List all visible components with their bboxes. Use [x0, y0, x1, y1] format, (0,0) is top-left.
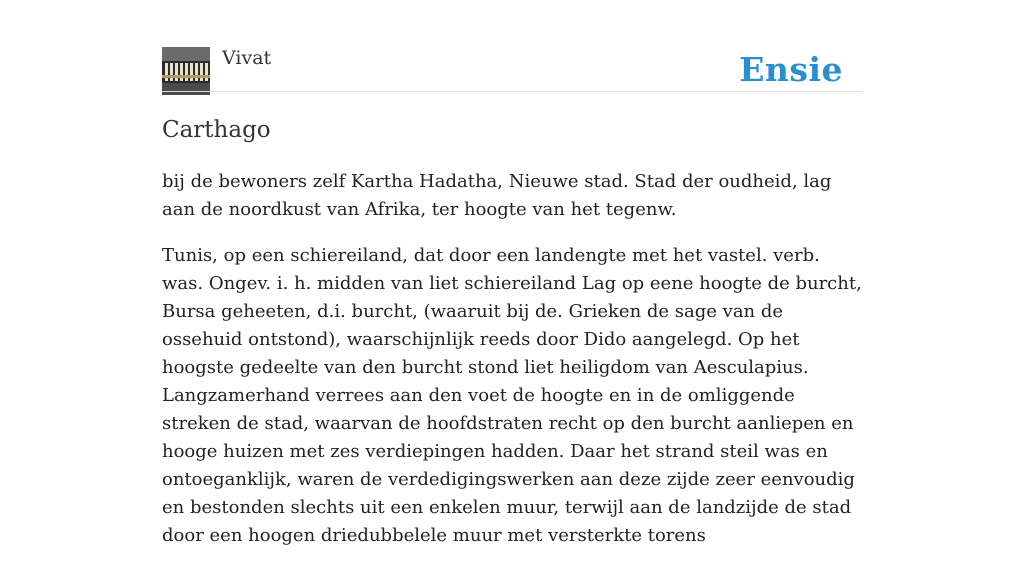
header-divider	[162, 91, 862, 92]
avatar[interactable]	[162, 47, 210, 95]
book-shelf-avatar-icon	[162, 47, 210, 95]
article-paragraph: Tunis, op een schiereiland, dat door een landengte met het vastel. verb. was. Ongev. i. h. midden van liet schiereiland Lag op eene hoogte de burcht, Bursa geheeten, d.i. burcht, (waaruit bij de. Grieken de sage van de ossehuid ontstond), waarschijnlijk reeds door Dido aangelegd. Op het hoogste gedeelte van den burcht stond liet heiligdom van Aesculapius. Langzamerhand verrees aan den voet de hoogte en in de omliggende streken de stad, waarvan de hoofdstraten recht op den burcht aanliepen en hooge huizen met zes verdiepingen hadden. Daar het strand steil was en ontoeganklijk, waren de verdedigingswerken aan deze zijde zeer eenvoudig en bestonden slechts uit een enkelen muur, terwijl aan de landzijde de stad door een hoogen driedubbelele muur met versterkte torens	[162, 245, 862, 546]
article-paragraph: bij de bewoners zelf Kartha Hadatha, Nieuwe stad. Stad der oudheid, lag aan de noordkust van Afrika, ter hoogte van het tegenw.	[162, 171, 832, 220]
brand-logo[interactable]: Ensie	[739, 50, 843, 89]
author-name[interactable]: Vivat	[222, 47, 272, 69]
article-title: Carthago	[162, 117, 271, 143]
article-body	[162, 168, 862, 568]
